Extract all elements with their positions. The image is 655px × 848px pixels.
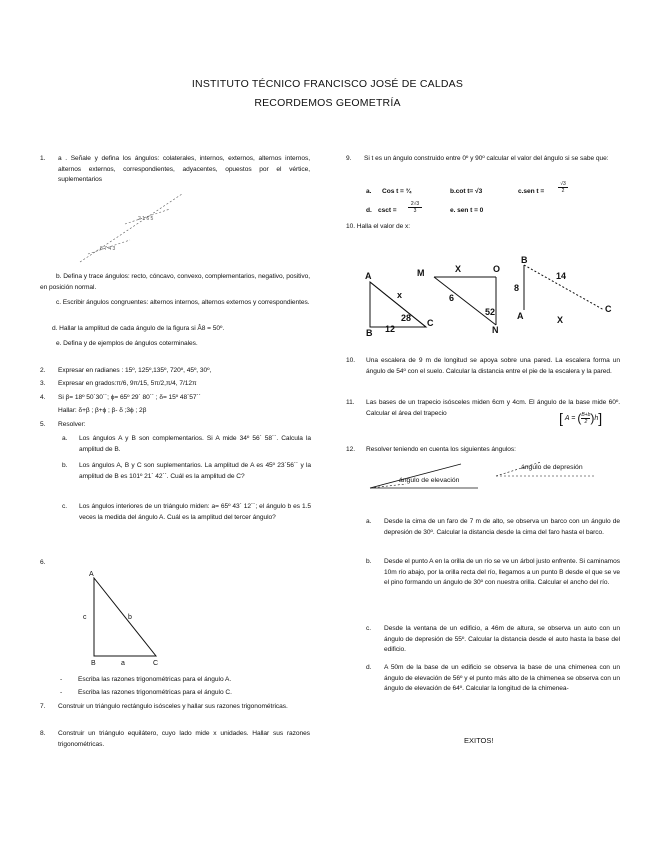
vertex-b-label: B bbox=[91, 660, 96, 667]
q10-side-x2: X bbox=[557, 315, 564, 325]
q10-vertex-a: A bbox=[365, 271, 372, 281]
q10-vertex-c: C bbox=[427, 318, 434, 328]
q4-text2: Hallar: δ+β ; β+ϕ ; β- δ ;3ϕ ; 2β bbox=[58, 407, 147, 414]
q9d-frac-den: 3 bbox=[413, 208, 417, 214]
q4-number: 4. bbox=[40, 394, 46, 401]
q10-side-14: 14 bbox=[556, 271, 567, 281]
q9c-frac-den: 2 bbox=[561, 188, 565, 194]
q5c-letter: c. bbox=[62, 503, 68, 510]
elev-sight-line bbox=[370, 464, 461, 488]
q7-text: Construir un triángulo rectángulo isósceles y hallar sus razones trigonométricas. bbox=[58, 703, 288, 710]
q10-figures bbox=[360, 255, 650, 340]
q9-text: Si t es un ángulo construido entre 0º y 90º calcular el valor del ángulo si se sabe que: bbox=[364, 155, 609, 162]
q1-number: 1. bbox=[40, 155, 46, 162]
closing-text: EXITOS! bbox=[464, 736, 494, 745]
q12-number: 12. bbox=[346, 446, 356, 453]
q11-formula-h: h bbox=[594, 414, 599, 422]
q12a-letter: a. bbox=[366, 518, 372, 525]
q9e-expr: e. sen t = 0 bbox=[450, 207, 484, 214]
q11-bracket-close: ] bbox=[598, 410, 603, 426]
q3-text: Expresar en grados:π/6, 9π/15, 5π/2,π/4, 7/12π bbox=[58, 380, 197, 387]
side-a-label: a bbox=[121, 660, 125, 667]
q6-bullet2: Escriba las razones trigonométricas para el ángulo C. bbox=[78, 689, 232, 696]
q6-bullet1-marker: - bbox=[60, 676, 63, 683]
q9a-expr: Cos t = ¾ bbox=[382, 188, 412, 195]
q12d-text: A 50m de la base de un edificio se observa la base de una chimenea con un ángulo de elevación de 56º y el punto más alto de la chimenea se observa con un ángulo de elevación de 64º. Calcular la longitud de la chimenea- bbox=[384, 664, 620, 693]
vertex-a-label: A bbox=[89, 571, 94, 578]
angles-figure bbox=[70, 192, 190, 272]
angle-numbers-lower: 8 7 4 3 bbox=[100, 246, 116, 252]
q6-number: 6. bbox=[40, 559, 46, 566]
elevation-label: ángulo de elevación bbox=[399, 477, 460, 484]
q10-angle-28: 28 bbox=[401, 313, 412, 323]
q5b-letter: b. bbox=[62, 462, 68, 469]
elev-dash bbox=[370, 484, 406, 488]
q11-paren-close: ) bbox=[590, 411, 595, 425]
angle-numbers-upper: 2 1 6 5 bbox=[138, 216, 154, 222]
q6-bullet1: Escriba las razones trigonométricas para el ángulo A. bbox=[78, 676, 232, 683]
q10-vertex-n: N bbox=[492, 325, 499, 335]
q10-vertex-o: O bbox=[493, 264, 501, 274]
q5c-text: Los ángulos interiores de un triángulo miden: a= 65º 43´ 12´´; el ángulo b es 1.5 veces la medida del ángulo A. Cuál es la amplitud del tercer ángulo? bbox=[79, 503, 311, 521]
q12a-text: Desde la cima de un faro de 7 m de alto, se observa un barco con un ángulo de depresión de 30º. Calcular la distancia desde la cima del faro hasta el barco. bbox=[384, 518, 620, 536]
q10-side-12: 12 bbox=[385, 324, 396, 334]
q9a-letter: a. bbox=[366, 188, 372, 195]
q5-number: 5. bbox=[40, 421, 46, 428]
q12c-letter: c. bbox=[366, 625, 372, 632]
side-b-label: b bbox=[128, 614, 132, 621]
q9-number: 9. bbox=[346, 155, 352, 162]
q2-number: 2. bbox=[40, 367, 46, 374]
triangle-1-hyp bbox=[370, 282, 426, 327]
segment-mn bbox=[434, 277, 496, 325]
q11-number: 11. bbox=[346, 399, 355, 406]
q11-text: Las bases de un trapecio isósceles miden 6cm y 4cm. El ángulo de la base mide 60º. Calcular el área del trapecio bbox=[366, 399, 620, 417]
side-c-label: c bbox=[83, 614, 87, 621]
q12b-text: Desde el punto A en la orilla de un río se ve un árbol justo enfrente. Si caminamos 10m río abajo, por la orilla recta del río, llegamos a un punto B desde el que se ve el pino formando un ángulo de 30º con nuestra orilla. Calcular el ancho del río. bbox=[384, 558, 620, 587]
q12d-letter: d. bbox=[366, 664, 372, 671]
q10-vertex-c2: C bbox=[605, 304, 612, 314]
q11-formula-num: B+b bbox=[581, 411, 591, 418]
q10-heading: 10. Halla el valor de x: bbox=[346, 223, 411, 230]
q11-formula-den: 2 bbox=[584, 418, 588, 425]
q10b-number: 10. bbox=[346, 357, 356, 364]
q1b-text: b. Defina y trace ángulos: recto, cóncavo, convexo, complementarios, negativo, positivo, en posición normal. bbox=[40, 273, 310, 291]
q6-bullet2-marker: - bbox=[60, 689, 63, 696]
q2-text: Expresar en radianes : 15º, 125º,135º, 720º, 45º, 30º, bbox=[58, 367, 212, 374]
q9c-expr: c.sen t = bbox=[518, 188, 545, 195]
q11-formula-a: A = bbox=[564, 414, 576, 422]
q5a-letter: a. bbox=[62, 435, 68, 442]
q8-text: Construir un triángulo equilátero, cuyo lado mide x unidades. Hallar sus razones trigonométricas. bbox=[58, 730, 310, 748]
q9d-frac-num: 2√3 bbox=[408, 201, 422, 208]
q10-side-8: 8 bbox=[514, 283, 520, 293]
q11-formula bbox=[559, 409, 602, 427]
q9b-expr: b.cot t= √3 bbox=[450, 188, 483, 195]
q10-vertex-m: M bbox=[417, 268, 425, 278]
q1a-text: a . Señale y defina los ángulos: colaterales, internos, externos, alternos internos, alternos externos, correspondientes, adyacentes, opuestos por el vértice, suplementarios bbox=[58, 155, 310, 184]
q11-bracket-open: [ bbox=[559, 410, 563, 426]
q10-side-x: x bbox=[397, 290, 403, 300]
q12b-letter: b. bbox=[366, 558, 372, 565]
q12c-text: Desde la ventana de un edificio, a 46m de altura, se observa un auto con un ángulo de depresión de 55º. Calcular la distancia desde el auto hasta la base del edificio. bbox=[384, 625, 620, 654]
q9d-letter: d. bbox=[366, 207, 372, 214]
q10-side-X: X bbox=[455, 264, 462, 274]
q10-vertex-b2: B bbox=[521, 255, 528, 265]
q9c-frac-num: √3 bbox=[558, 181, 568, 188]
q9d-expr: csct = bbox=[378, 207, 397, 214]
depression-label: ángulo de depresión bbox=[521, 464, 583, 471]
triangle-abc bbox=[94, 578, 156, 656]
q10-side-6: 6 bbox=[449, 293, 455, 303]
q10-vertex-a2: A bbox=[517, 311, 524, 321]
q5-text: Resolver: bbox=[58, 421, 86, 428]
page-title: RECORDEMOS GEOMETRÍA bbox=[254, 97, 401, 109]
q7-number: 7. bbox=[40, 703, 46, 710]
q1d-text: d. Hallar la amplitud de cada ángulo de la figura si Â8 = 50º. bbox=[52, 325, 225, 332]
q8-number: 8. bbox=[40, 730, 46, 737]
vertex-c-label: C bbox=[153, 660, 159, 667]
transversal-line bbox=[80, 194, 182, 262]
q4-text: Si β= 18º 50´30´´; ϕ= 65º 29´ 80´´ ; δ= 15º 48´57´´ bbox=[58, 394, 201, 401]
q5b-text: Los ángulos A, B y C son suplementarios. La amplitud de A es 45º 23´56´´ y la amplitud de B es 101º 21´ 42´´. Cuál es la amplitud de C? bbox=[79, 462, 311, 480]
q10b-text: Una escalera de 9 m de longitud se apoya sobre una pared. La escalera forma un ángulo de 54º con el suelo. Calcular la distancia entre el pie de la escalera y la pared. bbox=[366, 357, 620, 375]
q1e-text: e. Defina y de ejemplos de ángulos coterminales. bbox=[56, 340, 198, 347]
q12-text: Resolver teniendo en cuenta los siguientes ángulos: bbox=[366, 446, 516, 453]
q11-paren-open: ( bbox=[577, 411, 582, 425]
q1c-text: c. Escribir ángulos congruentes: alternos internos, alternos externos y correspondientes. bbox=[56, 299, 310, 306]
school-title: INSTITUTO TÉCNICO FRANCISCO JOSÉ DE CALDAS bbox=[191, 78, 464, 90]
q10-angle-52: 52 bbox=[485, 307, 496, 317]
q3-number: 3. bbox=[40, 380, 46, 387]
q5a-text: Los ángulos A y B son complementarios. Si A mide 34º 56´ 58´´. Calcula la amplitud de B. bbox=[79, 435, 311, 453]
q10-vertex-b: B bbox=[366, 328, 373, 338]
